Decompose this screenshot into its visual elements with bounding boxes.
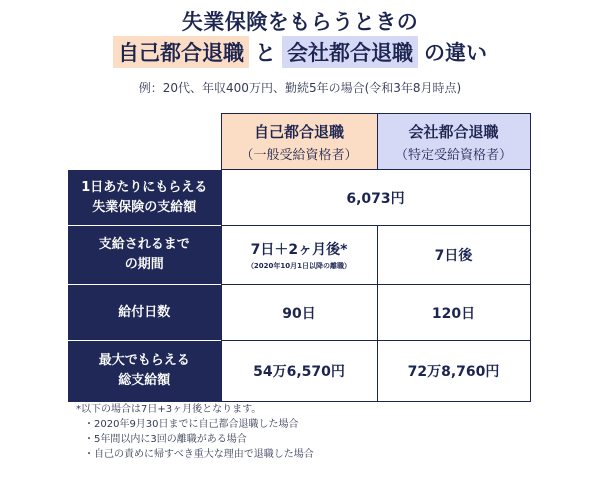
comparison-table [68,113,531,402]
footnote-item: ・5年間以内に3回の離職がある場合 [84,434,247,445]
row-label-line: 支給されるまで [98,237,190,252]
cell-max-total-self: 54万6,570円 [221,341,377,402]
table-row [68,226,530,285]
footnote-item: ・自己の責めに帰すべき重大な理由で退職した場合 [84,449,314,460]
title-self-resignation: 自己都合退職 [113,36,249,68]
footnote-intro: *以下の場合は7日+3ヶ月後となります。 [76,404,262,415]
cell-value: 7日＋2ヶ月後* [250,242,348,258]
column-header-company [377,114,530,170]
table-row [68,170,530,226]
column-header-self-title: 自己都合退職 [253,122,344,141]
row-label-daily-amount [68,170,221,226]
cell-benefit-days-self: 90日 [221,285,377,341]
cell-waiting-period-company: 7日後 [377,226,530,285]
footnotes [76,402,314,462]
row-label-line: 1日あたりにもらえる [81,179,208,195]
table-row [68,285,530,341]
cell-daily-amount-shared: 6,073円 [221,170,530,226]
page-title-line1: 失業保険をもらうときの [181,10,419,34]
column-header-company-title: 会社都合退職 [408,122,499,141]
example-caption: 例：20代、年収400万円、勤続5年の場合(令和3年8月時点) [138,81,462,95]
page-title-line2 [0,36,600,68]
cell-benefit-days-company: 120日 [377,285,530,341]
row-label-line: 失業保険の支給額 [92,199,197,215]
column-header-company-subtitle: （特定受給資格者） [394,147,512,163]
column-header-self [221,114,377,170]
cell-note: （2020年10月1日以降の離職） [246,262,352,270]
footnote-item: ・2020年9月30日までに自己都合退職した場合 [84,419,299,430]
row-label-benefit-days [68,285,221,341]
row-label-line: 給付日数 [118,304,171,320]
row-label-line: の期間 [124,257,164,272]
row-label-line: 総支給額 [118,373,171,389]
title-company-resignation: 会社都合退職 [282,36,418,68]
cell-waiting-period-self [221,226,377,285]
table-corner [68,114,221,170]
cell-max-total-company: 72万8,760円 [377,341,530,402]
title-suffix: の違い [424,41,487,65]
title-connector: と [255,41,276,65]
row-label-waiting-period [68,226,221,285]
column-header-self-subtitle: （一般受給資格者） [240,147,358,163]
table-row [68,341,530,402]
row-label-line: 最大でもらえる [98,353,190,369]
row-label-max-total [68,341,221,402]
